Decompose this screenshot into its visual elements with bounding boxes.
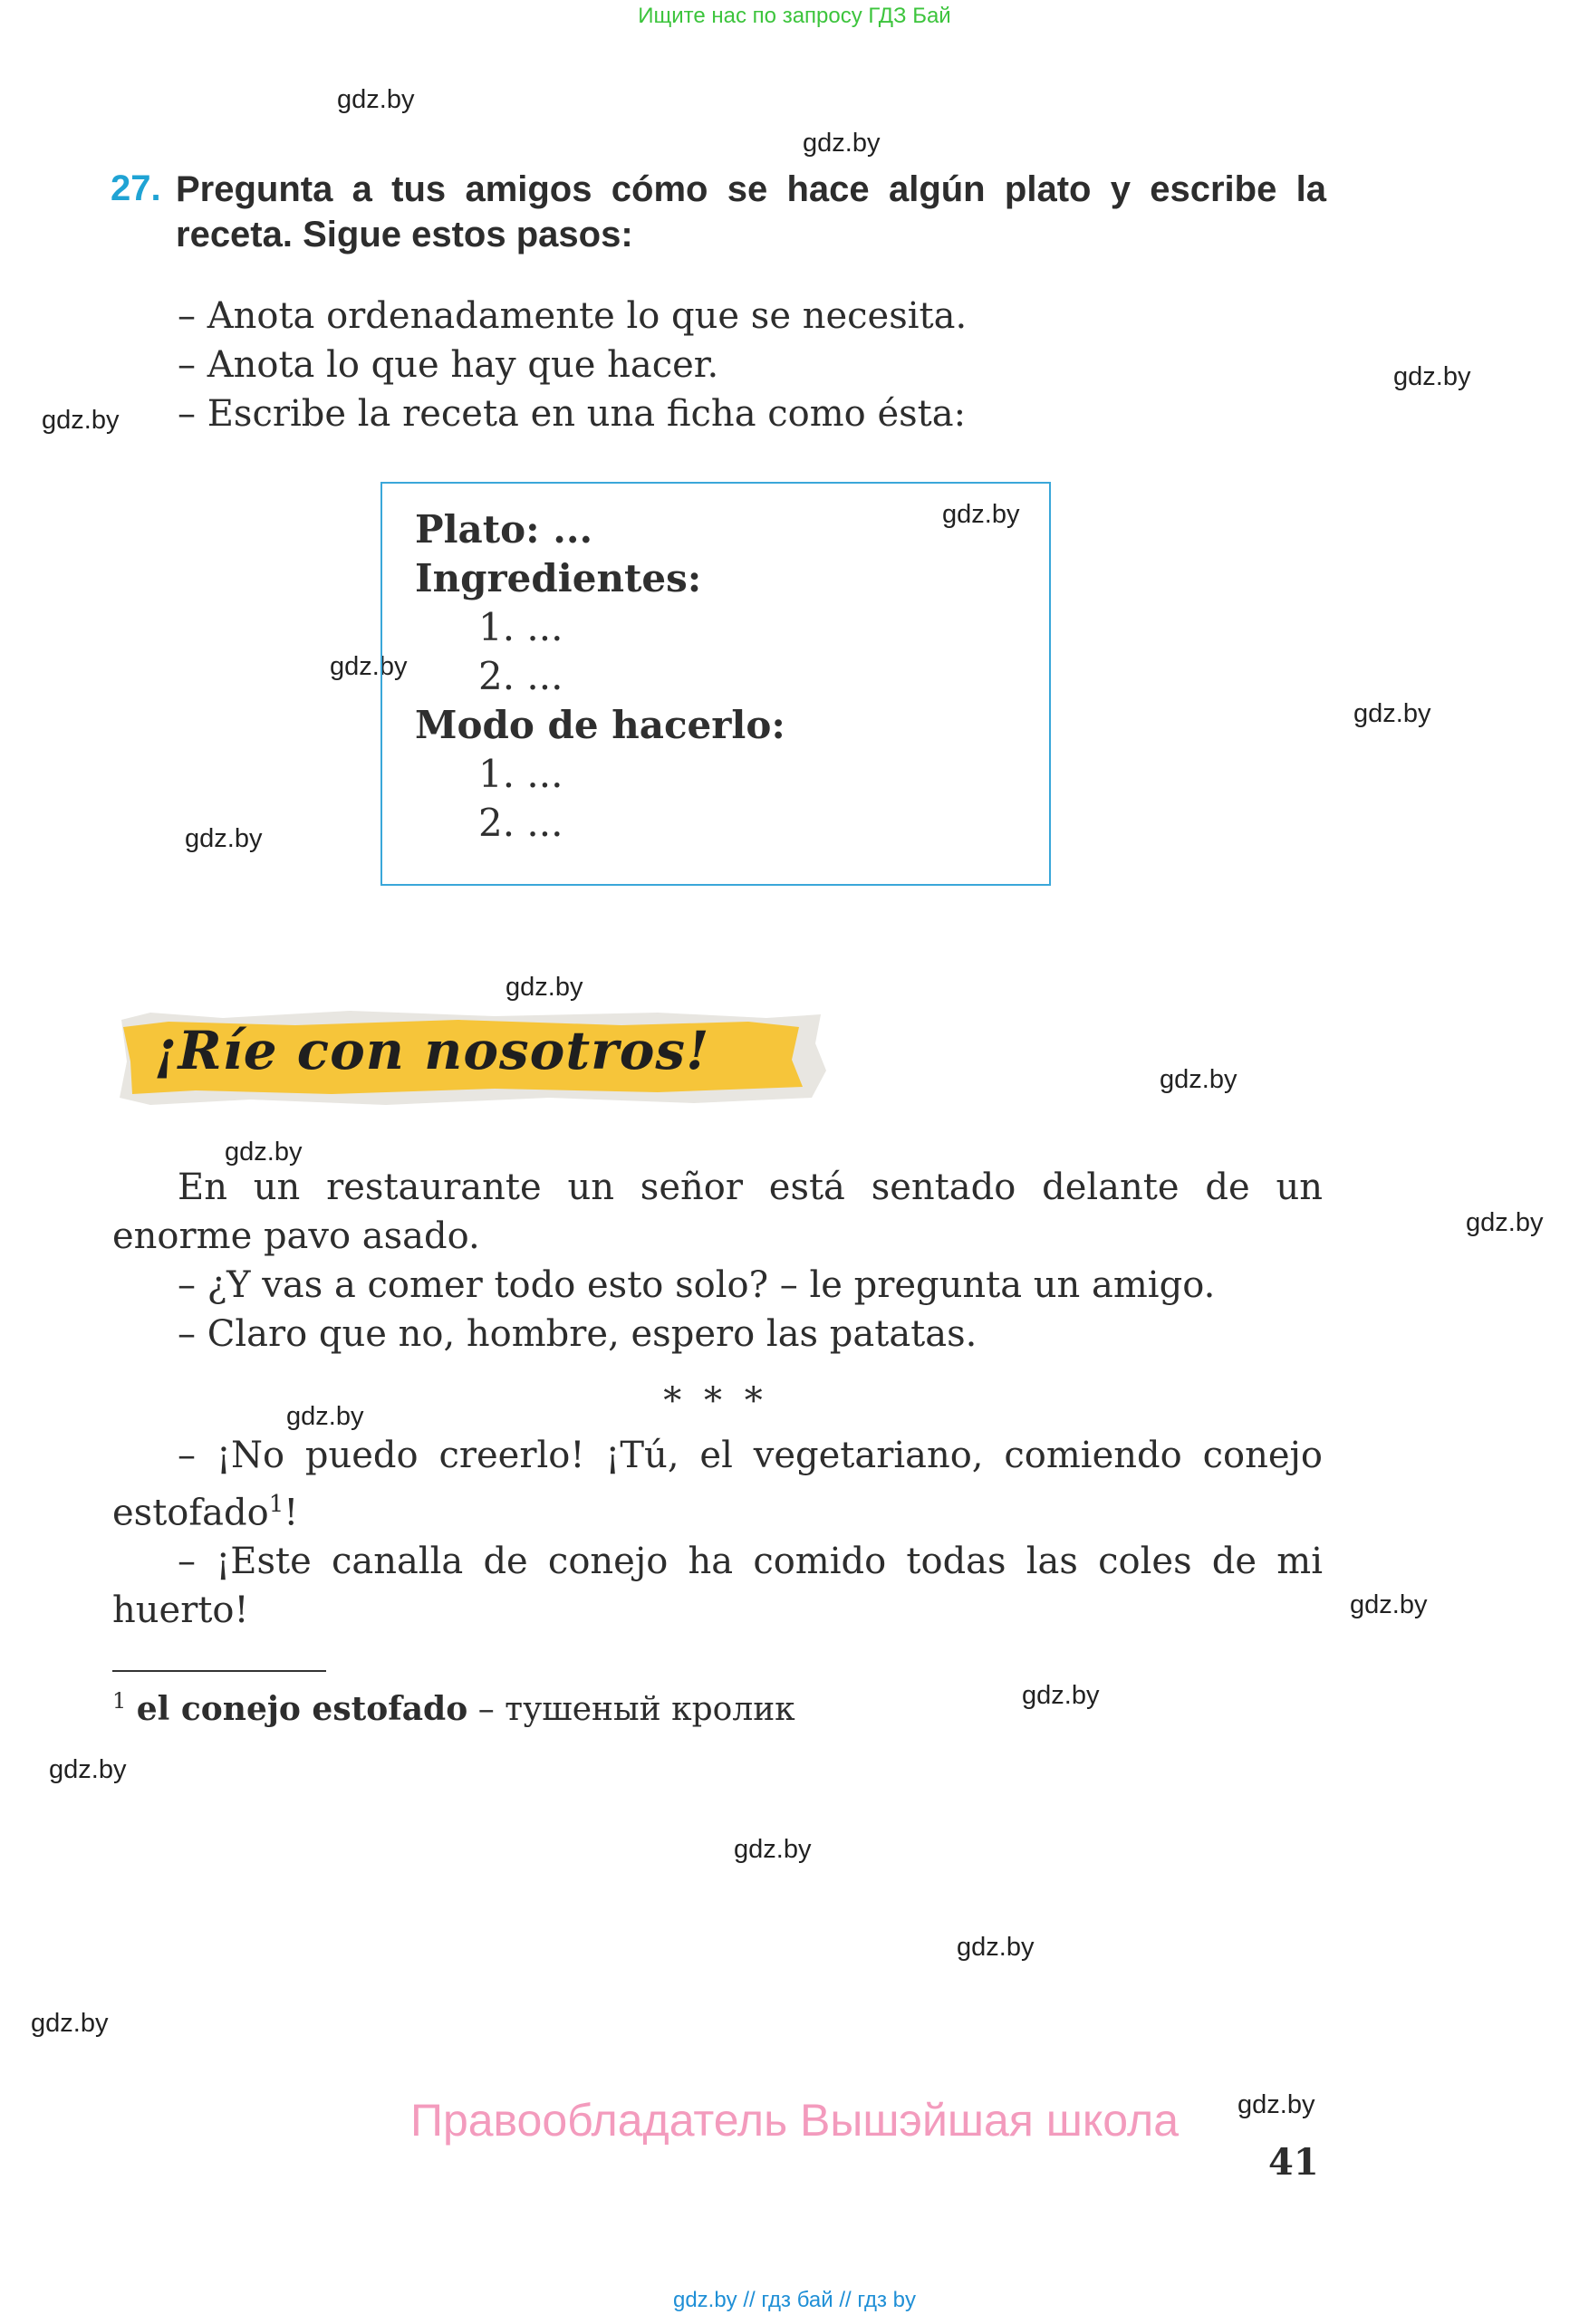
story-text-part: – ¡No puedo creerlo! ¡Tú, el vegetariano, comiendo conejo estofado bbox=[112, 1435, 1323, 1534]
recipe-method-label: Modo de hacerlo: bbox=[415, 703, 785, 747]
watermark: gdz.by bbox=[225, 1138, 303, 1167]
exercise-instruction: Pregunta a tus amigos cómo se hace algún plato y escribe la receta. Sigue estos pasos: bbox=[176, 169, 1326, 254]
watermark: gdz.by bbox=[42, 406, 120, 435]
story-text: En un restaurante un señor está sentado delante de un enorme pavo asado. bbox=[112, 1167, 1323, 1257]
exercise-steps bbox=[178, 292, 967, 438]
watermark: gdz.by bbox=[185, 824, 263, 853]
watermark: gdz.by bbox=[1237, 2090, 1315, 2119]
step-item: – Anota ordenadamente lo que se necesita. bbox=[178, 295, 968, 337]
watermark: gdz.by bbox=[1466, 1208, 1544, 1237]
watermark: gdz.by bbox=[734, 1835, 812, 1864]
footer-links[interactable]: gdz.by // гдз бай // гдз by bbox=[672, 2288, 917, 2312]
story-paragraph bbox=[112, 1163, 1323, 1359]
top-search-banner: Ищите нас по запросу ГДЗ Бай bbox=[638, 4, 951, 28]
recipe-ingredient-item: 2. ... bbox=[478, 654, 563, 698]
page-number: 41 bbox=[1268, 2141, 1319, 2184]
footnote-mark: 1 bbox=[268, 1491, 284, 1518]
section-title: ¡Ríe con nosotros! bbox=[154, 1020, 710, 1081]
watermark: gdz.by bbox=[49, 1755, 127, 1784]
story-text: – ¿Y vas a comer todo esto solo? – le pregunta un amigo. bbox=[178, 1264, 1216, 1306]
footnote-rule bbox=[112, 1670, 326, 1672]
recipe-ingredient-item: 1. ... bbox=[478, 605, 563, 649]
recipe-method-item: 1. ... bbox=[478, 752, 563, 796]
watermark: gdz.by bbox=[1350, 1590, 1428, 1619]
separator: * * * bbox=[663, 1380, 768, 1422]
footnote bbox=[112, 1688, 795, 1728]
watermark: gdz.by bbox=[1393, 362, 1471, 391]
watermark: gdz.by bbox=[942, 500, 1020, 529]
story-text: – Claro que no, hombre, espero las patatas. bbox=[178, 1313, 977, 1355]
watermark: gdz.by bbox=[957, 1933, 1035, 1962]
exercise-number: 27. bbox=[111, 168, 161, 208]
recipe-card bbox=[415, 505, 785, 848]
watermark: gdz.by bbox=[1353, 699, 1431, 728]
watermark: gdz.by bbox=[330, 652, 408, 681]
copyright-notice: Правообладатель Вышэйшая школа bbox=[410, 2095, 1179, 2146]
story-text-end: ! bbox=[284, 1492, 299, 1534]
story-text: – ¡Este canalla de conejo ha comido todas las coles de mi huerto! bbox=[112, 1541, 1323, 1632]
watermark: gdz.by bbox=[1022, 1681, 1100, 1710]
watermark: gdz.by bbox=[31, 2009, 109, 2038]
step-item: – Escribe la receta en una ficha como ésta: bbox=[178, 393, 967, 435]
watermark: gdz.by bbox=[803, 129, 881, 158]
recipe-ingredients-label: Ingredientes: bbox=[415, 556, 702, 600]
watermark: gdz.by bbox=[506, 973, 583, 1002]
watermark: gdz.by bbox=[1160, 1065, 1237, 1094]
story-text bbox=[112, 1431, 1323, 1537]
recipe-plato: Plato: ... bbox=[415, 507, 593, 552]
footnote-term: el conejo estofado bbox=[136, 1690, 468, 1728]
footnote-number: 1 bbox=[112, 1688, 127, 1714]
watermark: gdz.by bbox=[337, 85, 415, 114]
story-paragraph bbox=[112, 1431, 1323, 1635]
footnote-translation: – тушеный кролик bbox=[477, 1691, 795, 1728]
watermark: gdz.by bbox=[286, 1402, 364, 1431]
recipe-method-item: 2. ... bbox=[478, 801, 563, 845]
step-item: – Anota lo que hay que hacer. bbox=[178, 344, 719, 386]
